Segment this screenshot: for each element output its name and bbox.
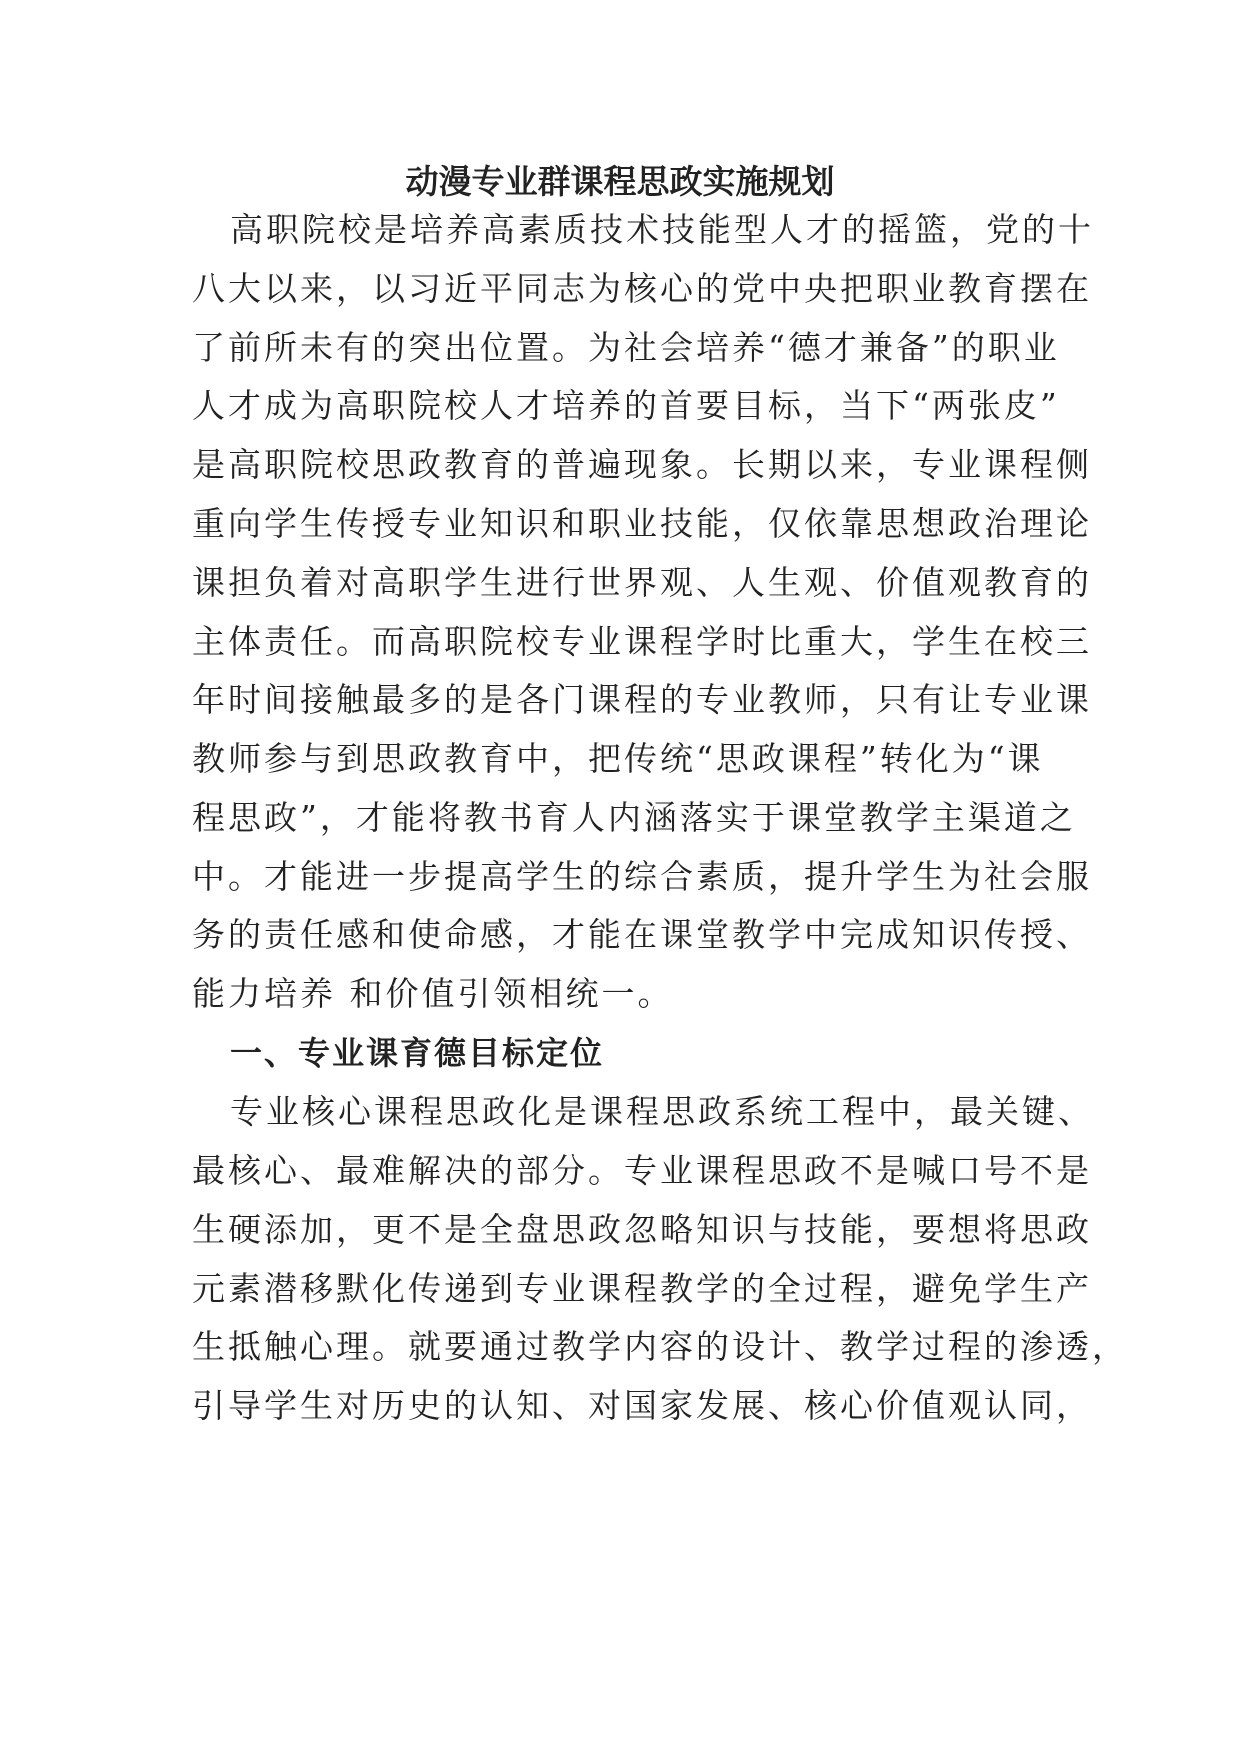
paragraph-2-line: 生抵触心理。就要通过教学内容的设计、教学过程的渗透， — [192, 1327, 1128, 1366]
paragraph-1-line: 课担负着对高职学生进行世界观、人生观、价值观教育的 — [192, 563, 1092, 602]
paragraph-2-line: 专业核心课程思政化是课程思政系统工程中，最关键、 — [230, 1092, 1094, 1131]
section-heading: 一、专业课育德目标定位 — [230, 1034, 605, 1072]
paragraph-1-line: 程思政”，才能将教书育人内涵落实于课堂教学主渠道之 — [192, 798, 1076, 837]
paragraph-1-line: 是高职院校思政教育的普遍现象。长期以来，专业课程侧 — [192, 445, 1092, 484]
paragraph-1-line: 高职院校是培养高素质技术技能型人才的摇篮，党的十 — [230, 210, 1094, 249]
paragraph-1-line: 人才成为高职院校人才培养的首要目标，当下“两张皮” — [192, 386, 1060, 425]
paragraph-1-line: 能力培养 和价值引领相统一。 — [192, 974, 674, 1013]
paragraph-1-line: 年时间接触最多的是各门课程的专业教师，只有让专业课 — [192, 680, 1092, 719]
paragraph-1-line: 务的责任感和使命感，才能在课堂教学中完成知识传授、 — [192, 915, 1092, 954]
document-title: 动漫专业群课程思政实施规划 — [405, 162, 835, 201]
paragraph-2-line: 最核心、最难解决的部分。专业课程思政不是喊口号不是 — [192, 1151, 1092, 1190]
paragraph-1-line: 八大以来，以习近平同志为核心的党中央把职业教育摆在 — [192, 269, 1092, 308]
paragraph-2-line: 引导学生对历史的认知、对国家发展、核心价值观认同， — [192, 1386, 1092, 1425]
paragraph-1-line: 重向学生传授专业知识和职业技能，仅依靠思想政治理论 — [192, 504, 1092, 543]
paragraph-1-line: 了前所未有的突出位置。为社会培养“德才兼备”的职业 — [192, 328, 1060, 367]
paragraph-1-line: 主体责任。而高职院校专业课程学时比重大，学生在校三 — [192, 622, 1092, 661]
paragraph-1-line: 中。才能进一步提高学生的综合素质，提升学生为社会服 — [192, 857, 1092, 896]
paragraph-1-line: 教师参与到思政教育中，把传统“思政课程”转化为“课 — [192, 739, 1044, 778]
paragraph-2-line: 生硬添加，更不是全盘思政忽略知识与技能，要想将思政 — [192, 1210, 1092, 1249]
paragraph-2-line: 元素潜移默化传递到专业课程教学的全过程，避免学生产 — [192, 1269, 1092, 1308]
